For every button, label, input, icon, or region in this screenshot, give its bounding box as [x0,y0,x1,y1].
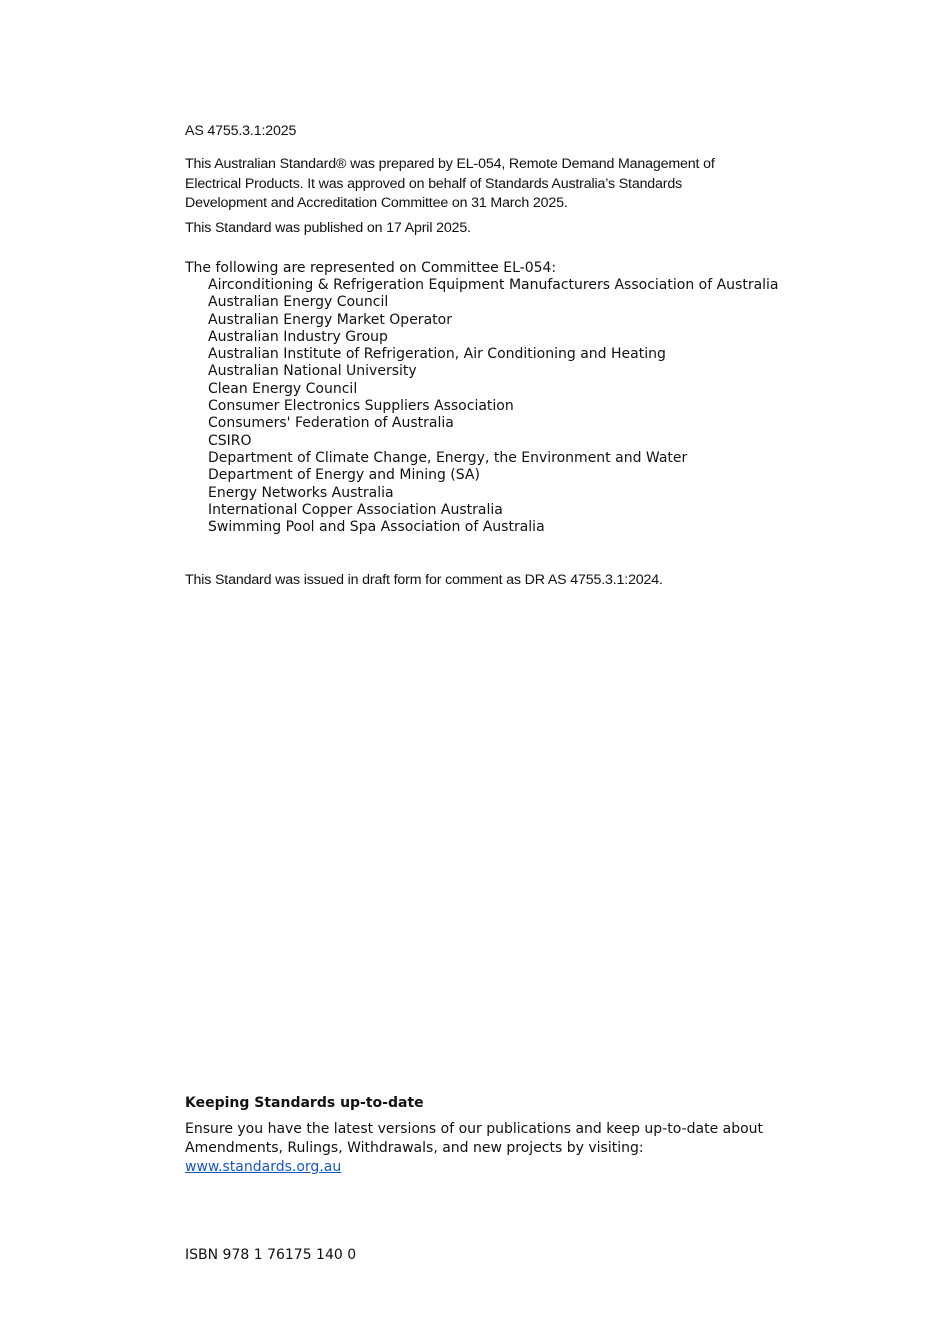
draft-statement: This Standard was issued in draft form for comment as DR AS 4755.3.1:2024. [185,572,663,588]
isbn: ISBN 978 1 76175 140 0 [185,1247,357,1263]
committee-intro: The following are represented on Committee EL-054: [185,260,557,276]
updates-section [185,1094,785,1177]
standards-website-link[interactable]: www.standards.org.au [185,1159,342,1175]
committee-member-list [185,277,779,536]
committee-member: Australian Energy Market Operator [208,311,452,328]
preparation-statement: This Australian Standard® was prepared by EL-054, Remote Demand Management of Electrical Products. It was approved on behalf of Standards Australia’s Standards Development and Accreditation Committee on 31 March 2025. [185,156,715,211]
committee-member: Airconditioning & Refrigeration Equipment Manufacturers Association of Australia [208,277,779,293]
committee-member: Australian Energy Council [208,294,389,311]
committee-member: Consumers' Federation of Australia [208,415,454,432]
updates-body: Ensure you have the latest versions of our publications and keep up-to-date about Amendments, Rulings, Withdrawals, and new projects by visiting: [185,1121,764,1156]
updates-heading: Keeping Standards up-to-date [185,1095,424,1111]
committee-member: Swimming Pool and Spa Association of Australia [208,519,545,536]
committee-member: Consumer Electronics Suppliers Association [208,398,514,415]
publication-date-statement: This Standard was published on 17 April 2025. [185,220,471,236]
committee-member: CSIRO [208,432,252,449]
committee-member: Clean Energy Council [208,380,358,397]
updates-text [185,1120,785,1177]
committee-member: Australian Institute of Refrigeration, Air Conditioning and Heating [208,346,666,363]
committee-section [185,259,779,536]
committee-member: Australian Industry Group [208,328,388,345]
committee-member: International Copper Association Australia [208,501,503,518]
committee-member: Department of Climate Change, Energy, the Environment and Water [208,449,688,466]
committee-member: Australian National University [208,363,417,380]
document-id: AS 4755.3.1:2025 [185,123,297,139]
committee-member: Energy Networks Australia [208,484,394,501]
committee-member: Department of Energy and Mining (SA) [208,467,480,484]
